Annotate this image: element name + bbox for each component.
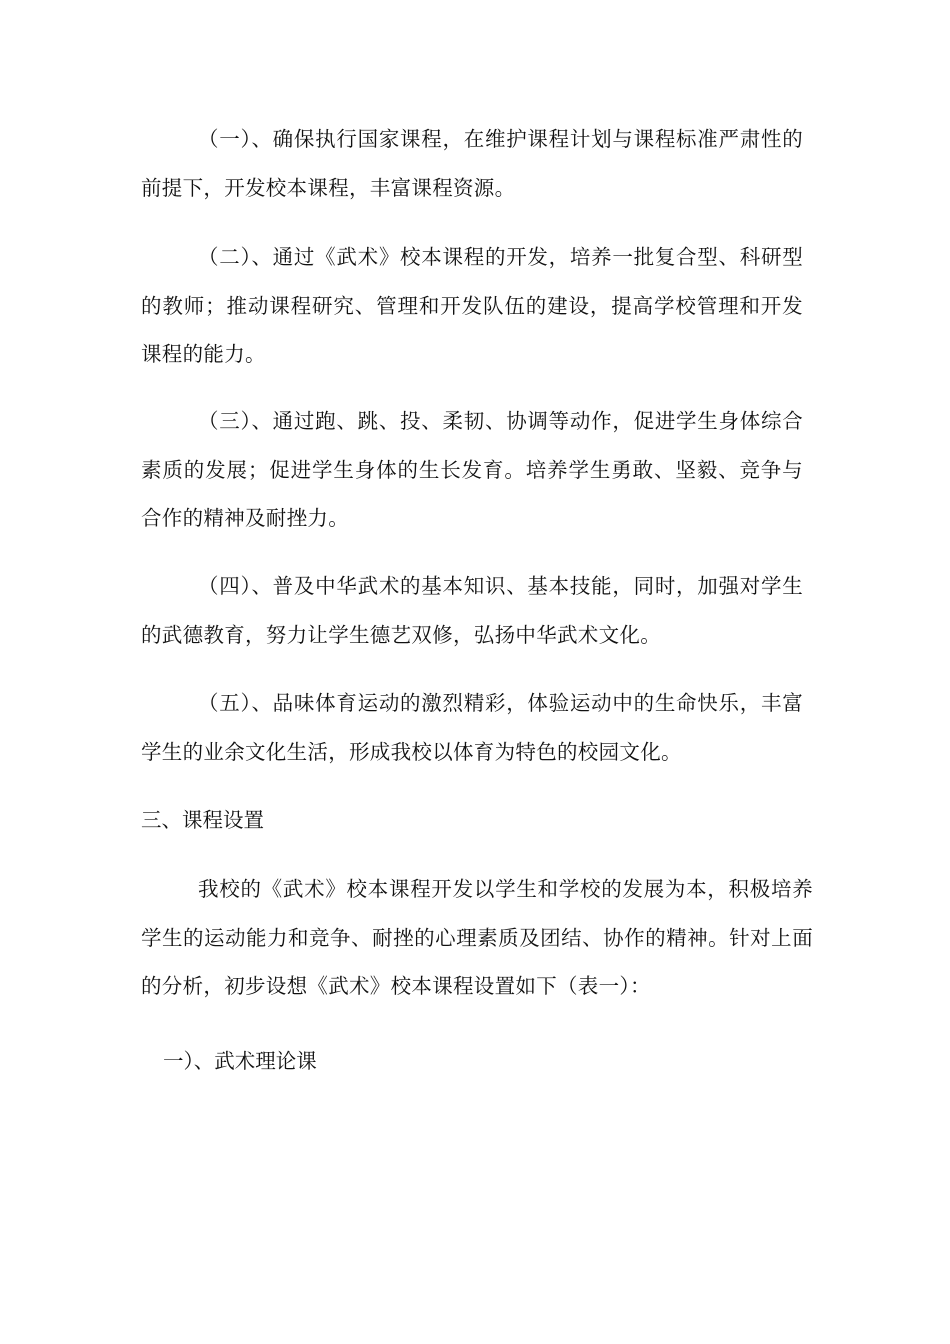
paragraph-objective-4: （四）、普及中华武术的基本知识、基本技能，同时，加强对学生的武德教育，努力让学生德艺双修，弘扬中华武术文化。 <box>141 574 803 647</box>
subheading-theory-course: 一）、武术理论课 <box>163 1049 317 1073</box>
paragraph-objective-3: （三）、通过跑、跳、投、柔韧、协调等动作，促进学生身体综合素质的发展；促进学生身体的生长发育。培养学生勇敢、坚毅、竞争与合作的精神及耐挫力。 <box>141 409 803 530</box>
paragraph-objective-1: （一）、确保执行国家课程，在维护课程计划与课程标准严肃性的前提下，开发校本课程，丰富课程资源。 <box>141 127 803 200</box>
paragraph-objective-5: （五）、品味体育运动的激烈精彩，体验运动中的生命快乐，丰富学生的业余文化生活，形成我校以体育为特色的校园文化。 <box>141 691 803 764</box>
paragraph-course-setup: 我校的《武术》校本课程开发以学生和学校的发展为本，积极培养学生的运动能力和竞争、耐挫的心理素质及团结、协作的精神。针对上面的分析，初步设想《武术》校本课程设置如下（表一）： <box>141 877 813 998</box>
paragraph-objective-2: （二）、通过《武术》校本课程的开发，培养一批复合型、科研型的教师；推动课程研究、管理和开发队伍的建设，提高学校管理和开发课程的能力。 <box>141 245 803 366</box>
section-heading-course-setup: 三、课程设置 <box>141 808 264 832</box>
